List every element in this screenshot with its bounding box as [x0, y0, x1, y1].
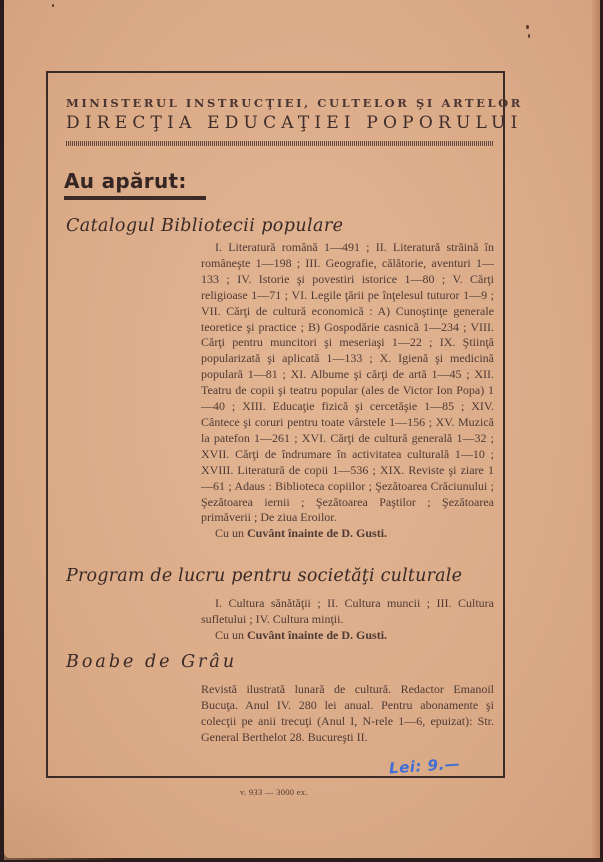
- section-title-program: Program de lucru pentru societăţi culturale: [66, 566, 463, 586]
- content-frame: [46, 71, 523, 778]
- section-body-catalog: [201, 240, 494, 542]
- handwritten-price: Lei: 9.—: [388, 754, 461, 778]
- paper-stain: [4, 780, 124, 860]
- published-heading: Au apărut:: [64, 169, 187, 193]
- foreword-prefix: Cu un: [215, 627, 245, 642]
- back-cover-page: [4, 0, 600, 858]
- paper-speck: [528, 34, 530, 38]
- program-description: I. Cultura sănătăţii ; II. Cultura muncii ; III. Cultura sufletului ; IV. Cultura minţii.: [201, 596, 494, 626]
- section-title-catalog: Catalogul Bibliotecii populare: [66, 216, 344, 236]
- directorate-name: DIRECŢIA EDUCAŢIEI POPORULUI: [66, 113, 523, 133]
- foreword-prefix: Cu un: [215, 526, 245, 541]
- section-title-magazine: Boabe de Grâu: [66, 652, 238, 672]
- catalog-description: I. Literatură română 1—491 ; II. Literatură străină în româneşte 1—198 ; III. Geografie, călătorie, aventuri 1—133 ; IV. Istorie şi povestiri istorice 1—80 ; V. Cărţi religioase 1—71 ; VI. Legile ţării pe înţelesul tuturor 1—9 ; VII. Cărţi de cultură economică : A) Cunoştinţe generale teoretice şi practice ; B) Gospodărie casnică 1—234 ; VIII. Cărţi pentru muncitori şi meseriaşi 1—22 ; IX. Ştiinţă popularizată şi aplicată 1—133 ; X. Igienă şi medicină populară 1—81 ; XI. Albume şi cărţi de artă 1—45 ; XII. Teatru de copii şi teatru popular (ales de Victor Ion Popa) 1—40 ; XIII. Educaţie fizică şi cercetăşie 1—85 ; XIV. Cântece şi coruri pentru toate vârstele 1—156 ; XV. Muzică la patefon 1—261 ; XVI. Cărţi de cultură generală 1—32 ; XVII. Cărţi de îndrumare în activitatea culturală 1—10 ; XVIII. Literatură de copii 1—536 ; XIX. Reviste şi ziare 1—61 ; Adaus : Biblioteca copiilor ; Şezătoarea Crăciunului ; Şezătoarea iernii ; Şezătoarea Paştilor ; Şezătoarea primăverii ; De ziua Eroilor.: [201, 240, 494, 525]
- foreword-author: Cuvânt înainte de D. Gusti.: [247, 627, 388, 642]
- page-edge: [592, 0, 600, 858]
- paper-speck: [526, 25, 529, 29]
- paper-speck: [52, 4, 54, 7]
- print-run-note: v. 933 — 3000 ex.: [240, 787, 308, 797]
- heading-underline: [64, 196, 206, 200]
- magazine-description: Revistă ilustrată lunară de cultură. Redactor Emanoil Bucuţa. Anul IV. 280 lei anual. Pentru abonamente şi colecţii pe anii trecuţi (Anul I, N-rele 1—6, epuizat): Str. General Berthelot 28. Bucureşti II.: [201, 682, 494, 744]
- section-body-magazine: [201, 682, 494, 746]
- foreword-author: Cuvânt înainte de D. Gusti.: [247, 526, 388, 541]
- hatched-divider: [66, 141, 494, 146]
- ministry-name: MINISTERUL INSTRUCŢIEI, CULTELOR ŞI ARTELOR: [66, 96, 523, 110]
- catalog-foreword: [201, 526, 494, 542]
- section-body-program: [201, 596, 494, 644]
- program-foreword: [201, 628, 494, 644]
